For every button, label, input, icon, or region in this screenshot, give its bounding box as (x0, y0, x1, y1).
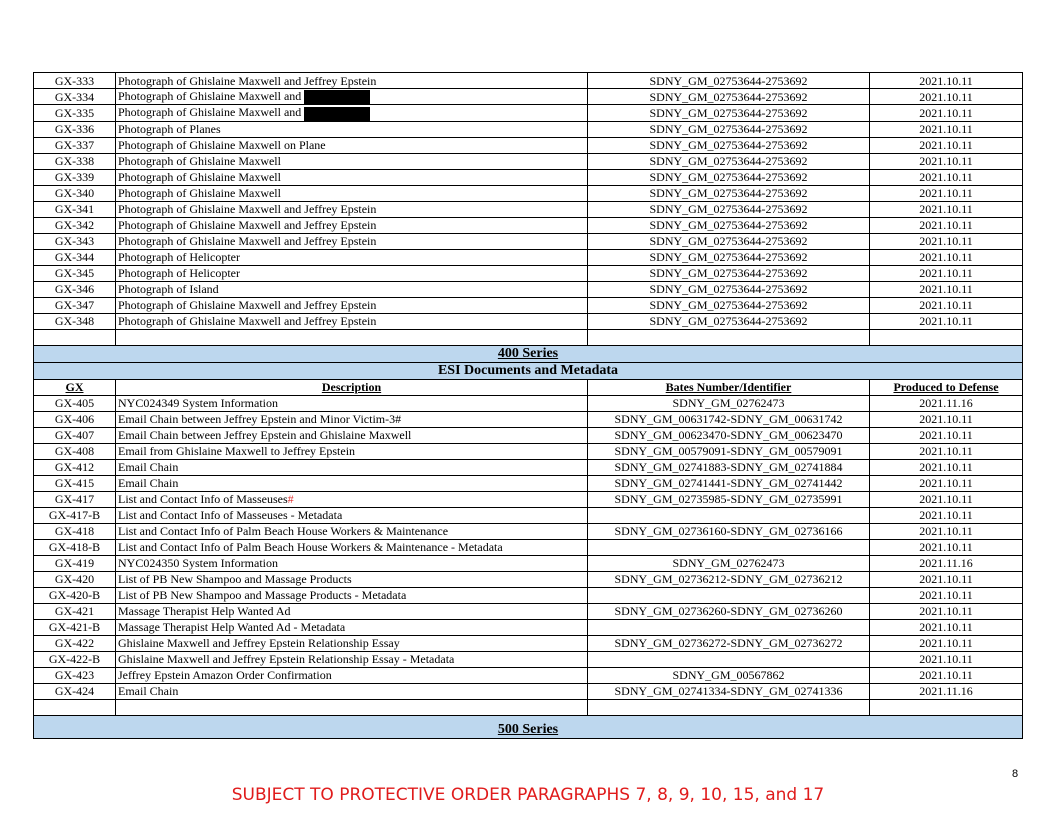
exhibit-number: GX-423 (34, 667, 116, 683)
exhibit-description (116, 185, 588, 201)
description-text: Photograph of Ghislaine Maxwell and Jeffrey Epstein (118, 314, 377, 328)
description-text: Photograph of Ghislaine Maxwell and Jeffrey Epstein (118, 234, 377, 248)
bates-number: SDNY_GM_02741441-SDNY_GM_02741442 (588, 475, 870, 491)
table-row (34, 121, 1023, 137)
exhibit-number: GX-418-B (34, 539, 116, 555)
bates-number: SDNY_GM_00579091-SDNY_GM_00579091 (588, 443, 870, 459)
description-text: Massage Therapist Help Wanted Ad (118, 604, 291, 618)
blank-row-bottom (34, 699, 1023, 715)
description-text: Photograph of Ghislaine Maxwell and Jeffrey Epstein (118, 202, 377, 216)
exhibit-number: GX-407 (34, 427, 116, 443)
produced-date: 2021.10.11 (870, 265, 1023, 281)
exhibit-description (116, 555, 588, 571)
exhibit-number: GX-346 (34, 281, 116, 297)
table-row (34, 105, 1023, 121)
exhibit-number: GX-417-B (34, 507, 116, 523)
page-number: 8 (1012, 768, 1019, 780)
table-row (34, 475, 1023, 491)
produced-date: 2021.11.16 (870, 683, 1023, 699)
bates-number: SDNY_GM_02736272-SDNY_GM_02736272 (588, 635, 870, 651)
exhibit-number: GX-421 (34, 603, 116, 619)
description-text: Photograph of Ghislaine Maxwell and (118, 105, 302, 120)
produced-date: 2021.10.11 (870, 635, 1023, 651)
produced-date: 2021.10.11 (870, 619, 1023, 635)
description-text: Email Chain (118, 684, 179, 698)
exhibit-description (116, 411, 588, 427)
produced-date: 2021.10.11 (870, 459, 1023, 475)
bates-number: SDNY_GM_02753644-2753692 (588, 249, 870, 265)
exhibit-number: GX-347 (34, 297, 116, 313)
series-400-subtitle: ESI Documents and Metadata (34, 362, 1023, 379)
bates-number: SDNY_GM_02753644-2753692 (588, 281, 870, 297)
produced-date: 2021.10.11 (870, 667, 1023, 683)
series-500-header (34, 715, 1023, 738)
table-row (34, 313, 1023, 329)
produced-date: 2021.10.11 (870, 89, 1023, 105)
description-text: Photograph of Ghislaine Maxwell (118, 154, 281, 168)
exhibit-description (116, 153, 588, 169)
produced-date: 2021.10.11 (870, 297, 1023, 313)
exhibit-description (116, 89, 588, 105)
bates-number: SDNY_GM_02736212-SDNY_GM_02736212 (588, 571, 870, 587)
series-400-header (34, 345, 1023, 395)
table-row (34, 603, 1023, 619)
description-text: List and Contact Info of Palm Beach House Workers & Maintenance - Metadata (118, 540, 503, 554)
produced-date: 2021.10.11 (870, 73, 1023, 89)
exhibit-description (116, 587, 588, 603)
bates-number (588, 651, 870, 667)
exhibit-description (116, 475, 588, 491)
exhibit-description (116, 249, 588, 265)
table-row (34, 249, 1023, 265)
rows-400-series (34, 395, 1023, 699)
exhibit-number: GX-422-B (34, 651, 116, 667)
description-text: Photograph of Ghislaine Maxwell (118, 170, 281, 184)
description-text: Photograph of Ghislaine Maxwell and Jeffrey Epstein (118, 218, 377, 232)
header-bates: Bates Number/Identifier (588, 379, 870, 395)
exhibit-description (116, 683, 588, 699)
exhibit-description (116, 667, 588, 683)
table-row (34, 411, 1023, 427)
produced-date: 2021.10.11 (870, 105, 1023, 121)
red-mark: # (287, 492, 294, 506)
description-text: List of PB New Shampoo and Massage Products - Metadata (118, 588, 407, 602)
description-text: Email Chain between Jeffrey Epstein and Ghislaine Maxwell (118, 428, 412, 442)
description-text: Photograph of Ghislaine Maxwell (118, 186, 281, 200)
produced-date: 2021.10.11 (870, 137, 1023, 153)
description-text: Photograph of Planes (118, 122, 221, 136)
produced-date: 2021.10.11 (870, 233, 1023, 249)
produced-date: 2021.10.11 (870, 571, 1023, 587)
description-text: List and Contact Info of Masseuses - Metadata (118, 508, 343, 522)
header-produced: Produced to Defense (870, 379, 1023, 395)
bates-number: SDNY_GM_02753644-2753692 (588, 137, 870, 153)
table-row (34, 265, 1023, 281)
produced-date: 2021.10.11 (870, 603, 1023, 619)
table-row (34, 459, 1023, 475)
exhibit-description (116, 427, 588, 443)
table-row (34, 281, 1023, 297)
bates-number: SDNY_GM_02736260-SDNY_GM_02736260 (588, 603, 870, 619)
table-row (34, 683, 1023, 699)
bates-number: SDNY_GM_02753644-2753692 (588, 233, 870, 249)
bates-number: SDNY_GM_02753644-2753692 (588, 297, 870, 313)
header-description: Description (116, 379, 588, 395)
exhibit-number: GX-418 (34, 523, 116, 539)
exhibit-description (116, 539, 588, 555)
bates-number (588, 539, 870, 555)
header-gx: GX (34, 379, 116, 395)
bates-number: SDNY_GM_02753644-2753692 (588, 201, 870, 217)
exhibit-description (116, 281, 588, 297)
bates-number: SDNY_GM_02741334-SDNY_GM_02741336 (588, 683, 870, 699)
produced-date: 2021.10.11 (870, 249, 1023, 265)
exhibit-number: GX-342 (34, 217, 116, 233)
exhibit-description (116, 459, 588, 475)
exhibit-number: GX-337 (34, 137, 116, 153)
bates-number: SDNY_GM_02753644-2753692 (588, 265, 870, 281)
bates-number: SDNY_GM_02753644-2753692 (588, 105, 870, 121)
description-text: Photograph of Ghislaine Maxwell and Jeffrey Epstein (118, 73, 377, 88)
table-row (34, 443, 1023, 459)
table-row (34, 427, 1023, 443)
bates-number: SDNY_GM_02753644-2753692 (588, 153, 870, 169)
table-row (34, 169, 1023, 185)
bates-number: SDNY_GM_02762473 (588, 395, 870, 411)
bates-number: SDNY_GM_02753644-2753692 (588, 73, 870, 89)
exhibit-number: GX-424 (34, 683, 116, 699)
exhibit-description (116, 523, 588, 539)
table-row (34, 217, 1023, 233)
table-row (34, 137, 1023, 153)
description-text: Email Chain (118, 476, 179, 490)
exhibit-description (116, 635, 588, 651)
produced-date: 2021.10.11 (870, 313, 1023, 329)
exhibit-description (116, 169, 588, 185)
table-row (34, 523, 1023, 539)
description-text: Photograph of Ghislaine Maxwell and Jeffrey Epstein (118, 298, 377, 312)
bates-number: SDNY_GM_02736160-SDNY_GM_02736166 (588, 523, 870, 539)
exhibit-number: GX-420 (34, 571, 116, 587)
exhibit-description (116, 137, 588, 153)
description-text: NYC024349 System Information (118, 396, 278, 410)
table-row (34, 153, 1023, 169)
bates-number: SDNY_GM_02753644-2753692 (588, 89, 870, 105)
produced-date: 2021.10.11 (870, 169, 1023, 185)
description-text: Photograph of Ghislaine Maxwell on Plane (118, 138, 326, 152)
exhibit-number: GX-422 (34, 635, 116, 651)
redaction-box (304, 90, 370, 104)
produced-date: 2021.10.11 (870, 201, 1023, 217)
exhibit-number: GX-348 (34, 313, 116, 329)
table-row (34, 73, 1023, 89)
exhibit-number: GX-333 (34, 73, 116, 89)
description-text: Email Chain between Jeffrey Epstein and Minor Victim-3# (118, 412, 402, 426)
description-text: List and Contact Info of Palm Beach House Workers & Maintenance (118, 524, 449, 538)
produced-date: 2021.10.11 (870, 523, 1023, 539)
bates-number: SDNY_GM_02753644-2753692 (588, 313, 870, 329)
produced-date: 2021.11.16 (870, 395, 1023, 411)
bates-number: SDNY_GM_02753644-2753692 (588, 169, 870, 185)
table-row (34, 619, 1023, 635)
exhibit-number: GX-419 (34, 555, 116, 571)
exhibit-description (116, 491, 588, 507)
description-text: Ghislaine Maxwell and Jeffrey Epstein Relationship Essay - Metadata (118, 652, 455, 666)
produced-date: 2021.10.11 (870, 281, 1023, 297)
exhibit-number: GX-406 (34, 411, 116, 427)
exhibit-number: GX-421-B (34, 619, 116, 635)
exhibit-number: GX-335 (34, 105, 116, 121)
table-row (34, 89, 1023, 105)
exhibit-number: GX-344 (34, 249, 116, 265)
description-text: Photograph of Ghislaine Maxwell and (118, 89, 302, 103)
produced-date: 2021.10.11 (870, 539, 1023, 555)
table-row (34, 233, 1023, 249)
produced-date: 2021.10.11 (870, 491, 1023, 507)
table-row (34, 571, 1023, 587)
bates-number: SDNY_GM_02753644-2753692 (588, 217, 870, 233)
exhibit-description (116, 619, 588, 635)
series-400-title: 400 Series (34, 345, 1023, 362)
bates-number (588, 507, 870, 523)
exhibit-description (116, 571, 588, 587)
blank-row-top (34, 329, 1023, 345)
description-text: List and Contact Info of Masseuses (118, 492, 288, 506)
exhibit-description (116, 217, 588, 233)
table-row (34, 635, 1023, 651)
exhibit-description (116, 297, 588, 313)
bates-number: SDNY_GM_02741883-SDNY_GM_02741884 (588, 459, 870, 475)
exhibit-number: GX-415 (34, 475, 116, 491)
bates-number (588, 619, 870, 635)
produced-date: 2021.10.11 (870, 587, 1023, 603)
exhibit-description (116, 603, 588, 619)
exhibit-description (116, 201, 588, 217)
produced-date: 2021.10.11 (870, 507, 1023, 523)
produced-date: 2021.10.11 (870, 185, 1023, 201)
exhibit-description (116, 121, 588, 137)
exhibit-number: GX-334 (34, 89, 116, 105)
description-text: Email Chain (118, 460, 179, 474)
produced-date: 2021.10.11 (870, 411, 1023, 427)
table-row (34, 555, 1023, 571)
produced-date: 2021.11.16 (870, 555, 1023, 571)
exhibit-description (116, 233, 588, 249)
exhibit-number: GX-420-B (34, 587, 116, 603)
table-row (34, 297, 1023, 313)
description-text: Massage Therapist Help Wanted Ad - Metadata (118, 620, 346, 634)
exhibit-number: GX-343 (34, 233, 116, 249)
description-text: Jeffrey Epstein Amazon Order Confirmation (118, 668, 332, 682)
description-text: Photograph of Helicopter (118, 266, 240, 280)
exhibit-description (116, 651, 588, 667)
exhibit-description (116, 443, 588, 459)
description-text: Photograph of Island (118, 282, 219, 296)
bates-number: SDNY_GM_02762473 (588, 555, 870, 571)
table-row (34, 587, 1023, 603)
produced-date: 2021.10.11 (870, 121, 1023, 137)
table-row (34, 185, 1023, 201)
bates-number (588, 587, 870, 603)
protective-order-footer: SUBJECT TO PROTECTIVE ORDER PARAGRAPHS 7, 8, 9, 10, 15, and 17 (231, 785, 825, 805)
table-row (34, 201, 1023, 217)
exhibit-description (116, 395, 588, 411)
exhibit-description (116, 73, 588, 89)
exhibit-number: GX-345 (34, 265, 116, 281)
bates-number: SDNY_GM_00567862 (588, 667, 870, 683)
bates-number: SDNY_GM_02753644-2753692 (588, 185, 870, 201)
produced-date: 2021.10.11 (870, 475, 1023, 491)
exhibit-number: GX-412 (34, 459, 116, 475)
produced-date: 2021.10.11 (870, 443, 1023, 459)
produced-date: 2021.10.11 (870, 153, 1023, 169)
exhibit-description (116, 105, 588, 121)
column-header-row (34, 379, 1023, 395)
bates-number: SDNY_GM_02753644-2753692 (588, 121, 870, 137)
exhibit-description (116, 313, 588, 329)
exhibit-number: GX-336 (34, 121, 116, 137)
bates-number: SDNY_GM_02735985-SDNY_GM_02735991 (588, 491, 870, 507)
produced-date: 2021.10.11 (870, 427, 1023, 443)
produced-date: 2021.10.11 (870, 651, 1023, 667)
description-text: Photograph of Helicopter (118, 250, 240, 264)
bates-number: SDNY_GM_00623470-SDNY_GM_00623470 (588, 427, 870, 443)
table-row (34, 539, 1023, 555)
description-text: List of PB New Shampoo and Massage Products (118, 572, 352, 586)
exhibit-number: GX-405 (34, 395, 116, 411)
exhibit-number: GX-417 (34, 491, 116, 507)
exhibit-number: GX-339 (34, 169, 116, 185)
table-row (34, 395, 1023, 411)
table-row (34, 491, 1023, 507)
exhibit-number: GX-340 (34, 185, 116, 201)
series-500-title: 500 Series (34, 715, 1023, 738)
description-text: Ghislaine Maxwell and Jeffrey Epstein Relationship Essay (118, 636, 400, 650)
exhibit-description (116, 507, 588, 523)
exhibit-description (116, 265, 588, 281)
exhibit-table (33, 72, 1023, 739)
produced-date: 2021.10.11 (870, 217, 1023, 233)
description-text: Email from Ghislaine Maxwell to Jeffrey Epstein (118, 444, 356, 458)
redaction-box (304, 107, 370, 121)
description-text: NYC024350 System Information (118, 556, 278, 570)
table-row (34, 667, 1023, 683)
exhibit-number: GX-338 (34, 153, 116, 169)
exhibit-number: GX-341 (34, 201, 116, 217)
bates-number: SDNY_GM_00631742-SDNY_GM_00631742 (588, 411, 870, 427)
rows-300-series (34, 73, 1023, 330)
table-row (34, 651, 1023, 667)
table-row (34, 507, 1023, 523)
exhibit-number: GX-408 (34, 443, 116, 459)
